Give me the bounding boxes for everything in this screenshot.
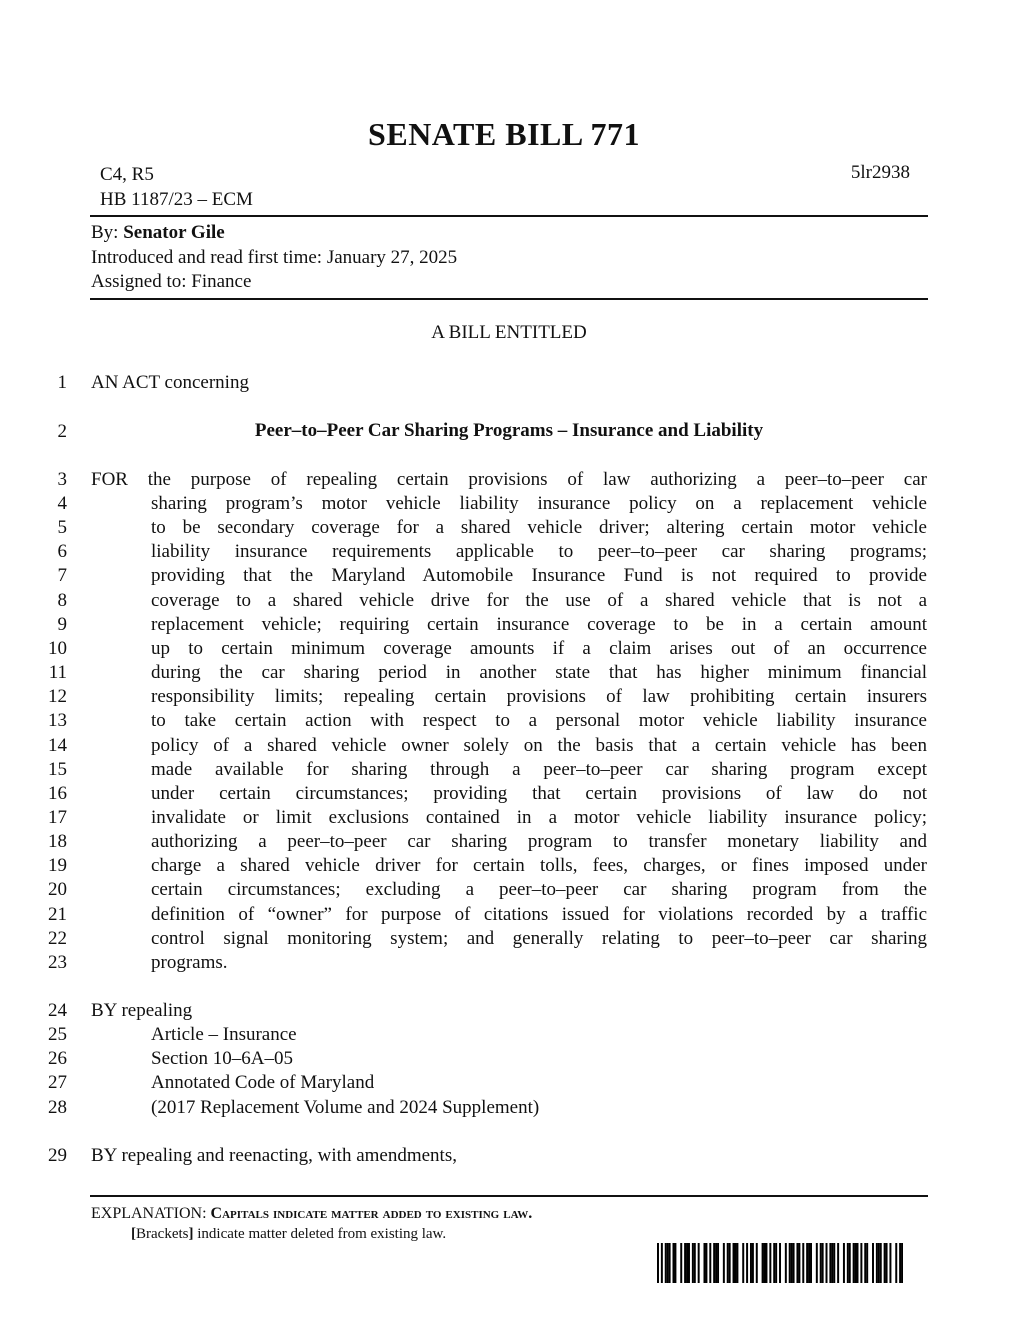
purpose-line: coverage to a shared vehicle drive for the use of a shared vehicle that is not a [151, 590, 927, 611]
line-number: 23 [48, 952, 67, 973]
brackets-word: Brackets [136, 1226, 189, 1242]
line-number: 14 [48, 735, 67, 756]
barcode-bar [667, 1243, 669, 1283]
barcode-bar [665, 1243, 667, 1283]
barcode-bar [843, 1243, 845, 1283]
sponsor-name: Senator Gile [123, 222, 225, 243]
barcode-bar [866, 1243, 868, 1283]
line-number: 13 [48, 710, 67, 731]
barcode-bar [698, 1243, 700, 1283]
line-number: 5 [57, 517, 67, 538]
purpose-line: made available for sharing through a peer–to–peer car sharing program except [151, 759, 927, 780]
barcode-bar [826, 1243, 828, 1283]
line-number: 15 [48, 759, 67, 780]
purpose-line: invalidate or limit exclusions contained in a motor vehicle liability insurance policy; [151, 807, 927, 828]
barcode-bar [816, 1243, 818, 1283]
purpose-line: during the car sharing period in another state that has higher minimum financial [151, 662, 927, 683]
top-rule [90, 215, 928, 217]
barcode-bar [860, 1243, 862, 1283]
barcode-bar [853, 1243, 855, 1283]
barcode-bar [729, 1243, 731, 1283]
barcode-bar [694, 1243, 696, 1283]
barcode-bar [674, 1243, 676, 1283]
barcode-bar [775, 1243, 777, 1283]
barcode-bar [789, 1243, 791, 1283]
bill-title: SENATE BILL 771 [368, 116, 640, 152]
line-number: 27 [48, 1072, 67, 1093]
barcode-bar [876, 1243, 878, 1283]
barcode-bar [880, 1243, 882, 1283]
barcode-bar [705, 1243, 707, 1283]
purpose-line: to take certain action with respect to a personal motor vehicle liability insurance [151, 710, 927, 731]
purpose-line: liability insurance requirements applicable to peer–to–peer car sharing programs; [151, 541, 927, 562]
subject-codes: C4, R5 [100, 164, 154, 185]
barcode-bar [717, 1243, 719, 1283]
line-number: 20 [48, 879, 67, 900]
barcode-bar [820, 1243, 822, 1283]
barcode-bar [864, 1243, 866, 1283]
repealing-item: Section 10–6A–05 [151, 1048, 293, 1069]
barcode-bar [657, 1243, 659, 1283]
barcode-bar [746, 1243, 748, 1283]
line-number: 8 [57, 590, 67, 611]
barcode-bar [886, 1243, 888, 1283]
barcode-bar [669, 1243, 671, 1283]
barcode-bar [723, 1243, 725, 1283]
barcode-bar [742, 1243, 744, 1283]
barcode-bar [829, 1243, 831, 1283]
barcode-image [657, 1243, 903, 1283]
barcode-bar [837, 1243, 839, 1283]
barcode-bar [798, 1243, 800, 1283]
explanation-capitals: Capitals indicate matter added to existing law. [210, 1205, 533, 1222]
barcode-bar [752, 1243, 754, 1283]
barcode-bar [899, 1243, 901, 1283]
repealing-item: Annotated Code of Maryland [151, 1072, 375, 1093]
barcode-bar [692, 1243, 694, 1283]
barcode-bar [686, 1243, 688, 1283]
barcode-bar [878, 1243, 880, 1283]
line-number: 19 [48, 855, 67, 876]
explanation-line [91, 1204, 532, 1224]
repealing-item: (2017 Replacement Volume and 2024 Supplement) [151, 1097, 540, 1118]
line-number: 16 [48, 783, 67, 804]
line-number: 4 [57, 493, 67, 514]
assigned-line: Assigned to: Finance [91, 271, 252, 292]
line-number: 18 [48, 831, 67, 852]
purpose-line: responsibility limits; repealing certain provisions of law prohibiting certain insurers [151, 686, 927, 707]
purpose-line: up to certain minimum coverage amounts if a claim arises out of an occurrence [151, 638, 927, 659]
barcode-bar [831, 1243, 833, 1283]
purpose-line: certain circumstances; excluding a peer–to–peer car sharing program from the [151, 879, 927, 900]
barcode-bar [884, 1243, 886, 1283]
reenacting-heading: BY repealing and reenacting, with amendments, [91, 1145, 457, 1166]
barcode-bar [895, 1243, 897, 1283]
bill-codes-block [100, 162, 253, 212]
line-number: 11 [48, 662, 67, 683]
barcode-bar [750, 1243, 752, 1283]
bracket-close: ] [188, 1226, 194, 1242]
barcode-bar [785, 1243, 787, 1283]
line-number: 26 [48, 1048, 67, 1069]
barcode-bar [769, 1243, 771, 1283]
barcode-bar [810, 1243, 812, 1283]
purpose-line: policy of a shared vehicle owner solely on the basis that a certain vehicle has been [151, 735, 927, 756]
barcode-bar [793, 1243, 795, 1283]
barcode-bar [688, 1243, 690, 1283]
barcode-bar [703, 1243, 705, 1283]
barcode-bar [822, 1243, 824, 1283]
sponsor-block [91, 221, 457, 295]
short-title: Peer–to–Peer Car Sharing Programs – Insurance and Liability [254, 420, 764, 441]
barcode-bar [736, 1243, 738, 1283]
barcode-bar [713, 1243, 715, 1283]
barcode-bar [806, 1243, 808, 1283]
barcode-bar [684, 1243, 686, 1283]
barcode-bar [715, 1243, 717, 1283]
line-number: 21 [48, 904, 67, 925]
repealing-heading: BY repealing [91, 1000, 193, 1021]
barcode-bar [833, 1243, 835, 1283]
explanation-rule [90, 1195, 928, 1197]
sponsor-line [91, 221, 457, 246]
barcode-bar [762, 1243, 764, 1283]
line-number: 2 [57, 421, 67, 442]
purpose-line: charge a shared vehicle driver for certain tolls, fees, charges, or fines imposed under [151, 855, 927, 876]
barcode-bar [808, 1243, 810, 1283]
line-number: 1 [57, 372, 67, 393]
purpose-line: control signal monitoring system; and generally relating to peer–to–peer car sharing [151, 928, 927, 949]
purpose-line: to be secondary coverage for a shared vehicle driver; altering certain motor vehicle [151, 517, 927, 538]
barcode-bar [709, 1243, 711, 1283]
barcode-bar [901, 1243, 903, 1283]
line-number: 12 [48, 686, 67, 707]
purpose-line: FOR the purpose of repealing certain provisions of law authorizing a peer–to–peer car [91, 469, 927, 490]
purpose-line: replacement vehicle; requiring certain insurance coverage to be in a certain amount [151, 614, 927, 635]
line-number: 24 [48, 1000, 67, 1021]
bill-entitled-heading: A BILL ENTITLED [431, 322, 587, 343]
barcode-bar [802, 1243, 804, 1283]
by-label: By: [91, 222, 119, 243]
barcode-bar [889, 1243, 891, 1283]
barcode-bar [849, 1243, 851, 1283]
line-number: 25 [48, 1024, 67, 1045]
line-number: 9 [57, 614, 67, 635]
barcode-bar [847, 1243, 849, 1283]
line-number: 17 [48, 807, 67, 828]
file-code: 5lr2938 [850, 162, 910, 183]
barcode-bar [734, 1243, 736, 1283]
purpose-line: authorizing a peer–to–peer car sharing program to transfer monetary liability and [151, 831, 927, 852]
barcode-bar [791, 1243, 793, 1283]
line-number: 22 [48, 928, 67, 949]
barcode-bar [773, 1243, 775, 1283]
barcode-bar [855, 1243, 857, 1283]
line-number: 28 [48, 1097, 67, 1118]
explanation-brackets-line [131, 1226, 446, 1243]
cross-reference: HB 1187/23 – ECM [100, 189, 253, 210]
barcode-bar [857, 1243, 859, 1283]
line-number: 10 [48, 638, 67, 659]
brackets-explanation: indicate matter deleted from existing law. [193, 1226, 447, 1242]
barcode-bar [727, 1243, 729, 1283]
line-number: 6 [57, 541, 67, 562]
barcode-bar [661, 1243, 663, 1283]
barcode-bar [733, 1243, 735, 1283]
barcode-bar [765, 1243, 767, 1283]
purpose-line: definition of “owner” for purpose of citations issued for violations recorded by a traffic [151, 904, 927, 925]
purpose-line: providing that the Maryland Automobile Insurance Fund is not required to provide [151, 565, 927, 586]
barcode-bar [779, 1243, 781, 1283]
barcode-bar [872, 1243, 874, 1283]
explanation-label: EXPLANATION: [91, 1205, 207, 1222]
purpose-line: sharing program’s motor vehicle liability insurance policy on a replacement vehicle [151, 493, 927, 514]
bracket-open: [ [131, 1226, 136, 1242]
line-number: 7 [57, 565, 67, 586]
repealing-item: Article – Insurance [151, 1024, 297, 1045]
barcode-bar [764, 1243, 766, 1283]
sponsor-rule [90, 298, 928, 300]
act-concerning: AN ACT concerning [91, 372, 249, 393]
barcode-bar [756, 1243, 758, 1283]
barcode-bar [680, 1243, 682, 1283]
purpose-line: under certain circumstances; providing that certain provisions of law do not [151, 783, 927, 804]
line-number: 29 [48, 1145, 67, 1166]
barcode-bar [796, 1243, 798, 1283]
line-number: 3 [57, 469, 67, 490]
introduced-line: Introduced and read first time: January 27, 2025 [91, 246, 458, 268]
barcode-bar [673, 1243, 675, 1283]
purpose-line: programs. [151, 952, 228, 973]
